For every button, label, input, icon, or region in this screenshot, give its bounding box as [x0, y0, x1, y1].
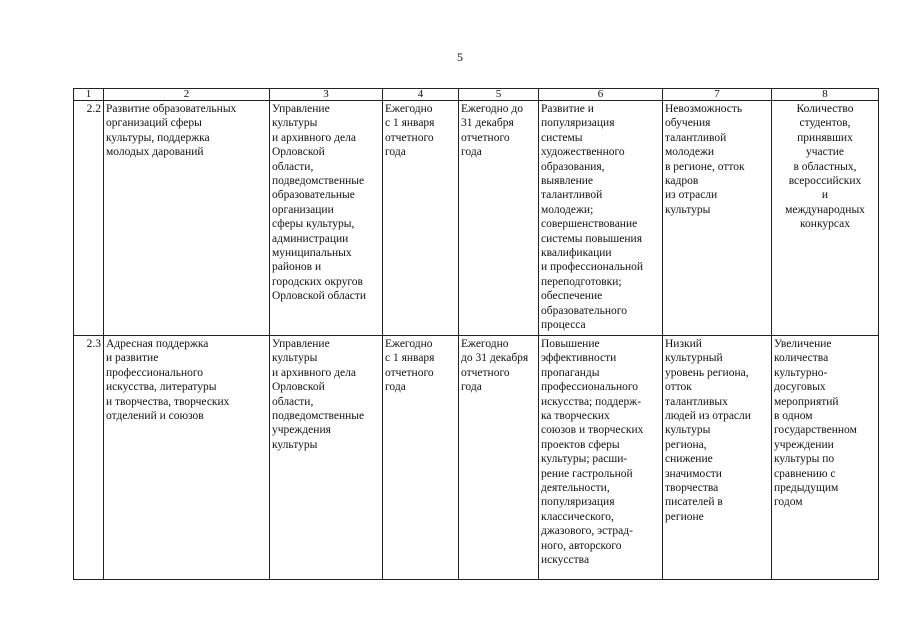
start-date-cell — [383, 336, 459, 580]
end-date-cell — [459, 336, 539, 580]
row-number-cell — [74, 336, 104, 580]
expected-result-cell — [539, 336, 663, 580]
table-row — [74, 336, 879, 580]
column-number-header-row — [74, 89, 879, 101]
expected-result: Повышение эффективности пропаганды профессионального искусства; поддерж- ка творческих союзов и творческих проектов сферы культуры; расши- рение гастрольной деятельности, популяризация классического, джазового, эстрад- ного, авторского искусства — [541, 338, 644, 567]
end-date-cell — [459, 101, 539, 336]
consequences: Низкий культурный уровень региона, отток талантливых людей из отрасли культуры региона, снижение значимости творчества писателей в регионе — [665, 338, 751, 523]
consequences: Невозможность обучения талантливой молодежи в регионе, отток кадров из отрасли культуры — [665, 103, 745, 216]
column-number: 4 — [383, 89, 459, 101]
column-number: 1 — [74, 89, 104, 101]
table-row — [74, 101, 879, 336]
column-number: 8 — [772, 89, 879, 101]
column-number: 3 — [270, 89, 383, 101]
indicator-cell — [772, 336, 879, 580]
indicator-cell — [772, 101, 879, 336]
end-date: Ежегодно до 31 декабря отчетного года — [461, 103, 524, 159]
row-number: 2.2 — [86, 103, 101, 115]
start-date: Ежегодно с 1 января отчетного года — [385, 338, 435, 394]
indicator: Количество студентов, принявших участие в областных, всероссийских и международных конкурсах — [785, 103, 865, 231]
end-date: Ежегодно до 31 декабря отчетного года — [461, 338, 529, 394]
executor: Управление культуры и архивного дела Орловской области, подведомственные образовательные организации сферы культуры, администрации муниципальных районов и городских округов Орловской области — [272, 103, 367, 303]
consequences-cell — [663, 336, 772, 580]
indicator: Увеличение количества культурно- досуговых мероприятий в одном государственном учреждении культуры по сравнению с предыдущим годом — [774, 338, 857, 509]
measure-name-cell — [104, 336, 270, 580]
executor-cell — [270, 101, 383, 336]
measure-name: Развитие образовательных организаций сферы культуры, поддержка молодых дарований — [106, 103, 237, 159]
column-number: 2 — [104, 89, 270, 101]
page-number: 5 — [457, 50, 463, 64]
row-number: 2.3 — [86, 338, 101, 350]
column-number: 6 — [539, 89, 663, 101]
executor: Управление культуры и архивного дела Орловской области, подведомственные учреждения культуры — [272, 338, 365, 451]
measures-table — [73, 88, 879, 580]
executor-cell — [270, 336, 383, 580]
measure-name: Адресная поддержка и развитие профессионального искусства, литературы и творчества, творческих отделений и союзов — [106, 338, 230, 423]
measure-name-cell — [104, 101, 270, 336]
start-date-cell — [383, 101, 459, 336]
expected-result-cell — [539, 101, 663, 336]
consequences-cell — [663, 101, 772, 336]
start-date: Ежегодно с 1 января отчетного года — [385, 103, 435, 159]
column-number: 7 — [663, 89, 772, 101]
expected-result: Развитие и популяризация системы художественного образования, выявление талантливой молодежи; совершенствование системы повышения квалификации и профессиональной переподготовки; обеспечение образовательного процесса — [541, 103, 644, 332]
column-number: 5 — [459, 89, 539, 101]
row-number-cell — [74, 101, 104, 336]
